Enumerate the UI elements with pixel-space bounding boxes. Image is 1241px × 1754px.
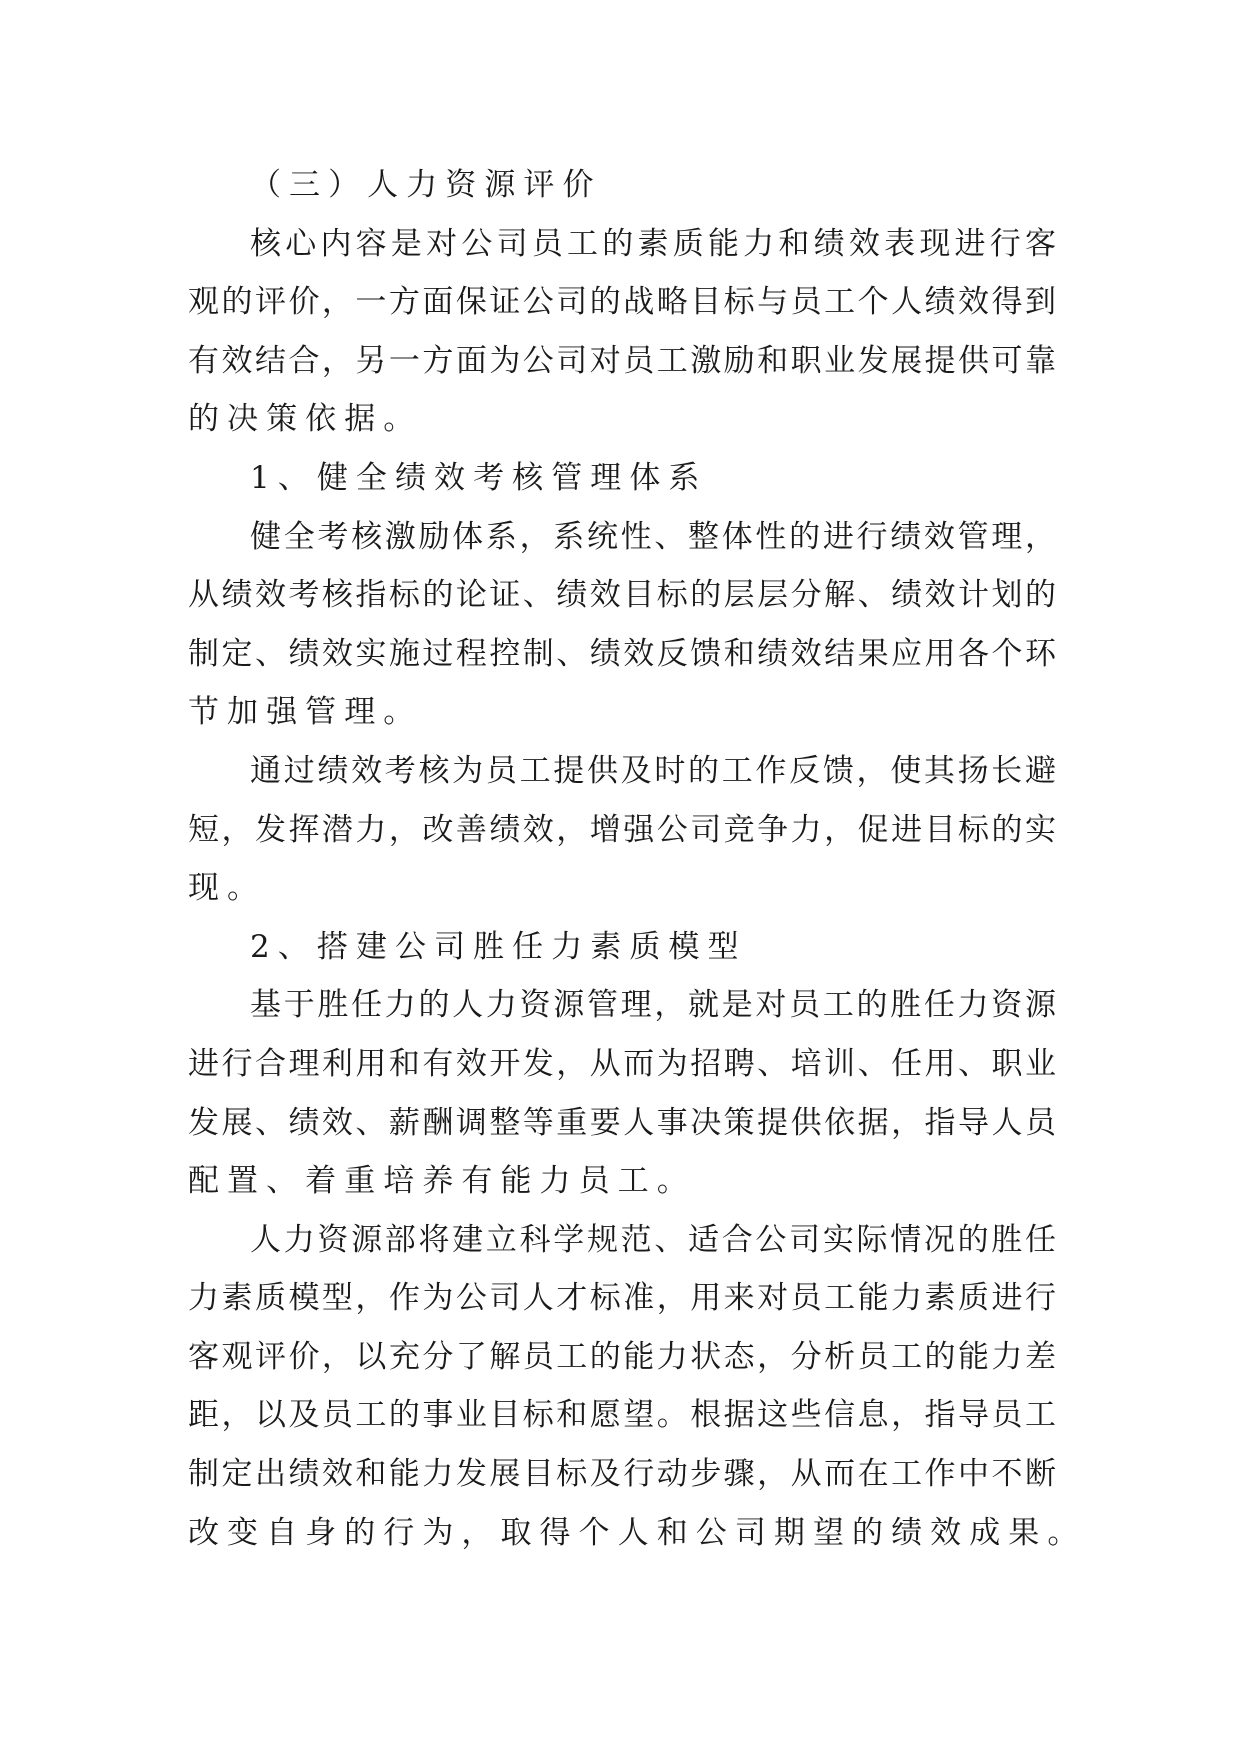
paragraph-line: 距，以及员工的事业目标和愿望。根据这些信息，指导员工 — [188, 1397, 1056, 1434]
paragraph-line: 通过绩效考核为员工提供及时的工作反馈，使其扬长避 — [250, 752, 1056, 789]
paragraph-line: 配置、着重培养有能力员工。 — [188, 1163, 696, 1200]
section-heading: （三）人力资源评价 — [250, 167, 602, 203]
subsection-1-paragraph-2 — [188, 742, 1056, 918]
paragraph-line: 制定、绩效实施过程控制、绩效反馈和绩效结果应用各个环 — [188, 635, 1056, 672]
paragraph-line: 短，发挥潜力，改善绩效，增强公司竞争力，促进目标的实 — [188, 811, 1056, 848]
paragraph-line: 力素质模型，作为公司人才标准，用来对员工能力素质进行 — [188, 1280, 1056, 1317]
paragraph-line: 健全考核激励体系，系统性、整体性的进行绩效管理， — [250, 518, 1056, 555]
paragraph-line: 节加强管理。 — [188, 694, 423, 731]
paragraph-line: 制定出绩效和能力发展目标及行动步骤，从而在工作中不断 — [188, 1456, 1056, 1493]
paragraph-line: 从绩效考核指标的论证、绩效目标的层层分解、绩效计划的 — [188, 577, 1056, 614]
paragraph-line: 发展、绩效、薪酬调整等重要人事决策提供依据，指导人员 — [188, 1104, 1056, 1141]
paragraph-line: 核心内容是对公司员工的素质能力和绩效表现进行客 — [250, 225, 1056, 262]
paragraph-line: 人力资源部将建立科学规范、适合公司实际情况的胜任 — [250, 1221, 1056, 1258]
paragraph-line: 改变自身的行为，取得个人和公司期望的绩效成果。 — [188, 1514, 1087, 1551]
paragraph-line: 基于胜任力的人力资源管理，就是对员工的胜任力资源 — [250, 987, 1056, 1024]
document-body — [188, 156, 1087, 1562]
paragraph-line: 客观评价，以充分了解员工的能力状态，分析员工的能力差 — [188, 1338, 1056, 1375]
subsection-2-paragraph-2 — [188, 1211, 1087, 1563]
subsection-heading-2: 2、搭建公司胜任力素质模型 — [250, 928, 747, 965]
subsection-1-paragraph-1 — [188, 508, 1056, 742]
paragraph-line: 观的评价，一方面保证公司的战略目标与员工个人绩效得到 — [188, 284, 1056, 321]
paragraph-line: 有效结合，另一方面为公司对员工激励和职业发展提供可靠 — [188, 342, 1056, 379]
intro-paragraph — [188, 215, 1056, 449]
paragraph-line: 现。 — [188, 870, 267, 907]
paragraph-line: 的决策依据。 — [188, 401, 423, 438]
paragraph-line: 进行合理利用和有效开发，从而为招聘、培训、任用、职业 — [188, 1045, 1056, 1082]
subsection-heading-1: 1、健全绩效考核管理体系 — [250, 459, 708, 496]
subsection-2-paragraph-1 — [188, 976, 1056, 1210]
